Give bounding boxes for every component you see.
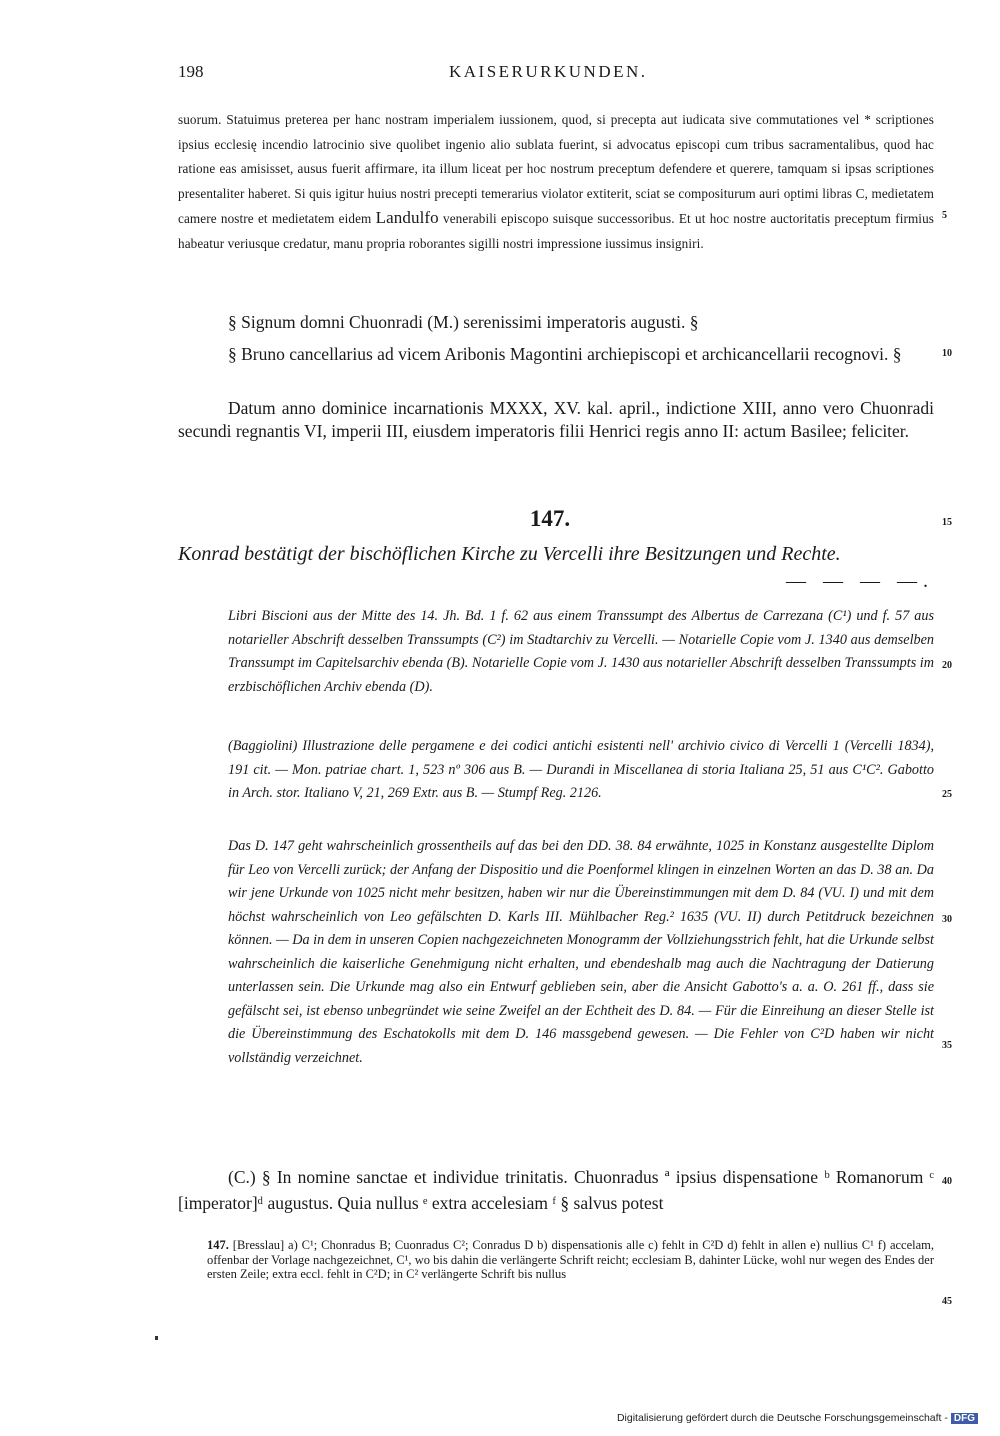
- line-number: 35: [942, 1040, 952, 1051]
- document-number: 147.: [529, 506, 571, 531]
- regest-text: Konrad bestätigt der bischöflichen Kirche zu Vercelli ihre Besitzungen und Rechte.: [178, 543, 841, 565]
- regest-dashes: — — — —.: [786, 570, 934, 592]
- continuation-text: [178, 108, 934, 256]
- running-title: KAISERURKUNDEN.: [449, 62, 648, 81]
- footnote-text: [Bresslau] a) C¹; Chonradus B; Cuonradus C²; Conradus D b) dispensationis alle c) fehlt in C²D d) fehlt in allen e) nullius C¹ f) accelam, offenbar der Vorlage nachgezeichnet, C¹, wo bis dahin die verlängerte Schrift reicht; ecclesiam B, dahinter Lücke, wohl nur wegen des Endes der ersten Zeile; extra eccl. fehlt in C²D; in C² verlängerte Schrift bis nullus: [207, 1238, 935, 1281]
- regest: [178, 541, 934, 595]
- digitization-footer: [617, 1412, 978, 1424]
- continuation-name: Landulfo: [375, 208, 439, 227]
- dfg-logo: DFG: [951, 1413, 978, 1424]
- line-number: 20: [942, 660, 952, 671]
- note-editions: (Baggiolini) Illustrazione delle pergamene e dei codici antichi esistenti nell' archivio civico di Vercelli 1 (Vercelli 1834), 191 cit. — Mon. patriae chart. 1, 523 nº 306 aus B. — Durandi in Miscellanea di storia Italiana 25, 51 aus C¹C². Gabotto in Arch. stor. Italiano V, 21, 269 Extr. aus B. — Stumpf Reg. 2126.: [228, 738, 934, 801]
- continuation-end: venerabili episcopo suisque successoribus. Et ut hoc nostre auctoritatis preceptum firmius habeatur veriusque credatur, manu propria roborantes sigilli nostri impressione iussimus insigniri.: [178, 211, 934, 251]
- line-number: 25: [942, 789, 952, 800]
- line-number: 15: [942, 517, 952, 528]
- line-number: 40: [942, 1176, 952, 1187]
- footnote: [207, 1238, 934, 1282]
- signum-line: § Signum domni Chuonradi (M.) serenissimi imperatoris augusti. §: [228, 312, 699, 332]
- footer-text: Digitalisierung gefördert durch die Deutsche Forschungsgemeinschaft -: [616, 1412, 948, 1424]
- datum-paragraph: Datum anno dominice incarnationis MXXX, XV. kal. april., indictione XIII, anno vero Chuonradi secundi regnantis VI, imperii III, eiusdem imperatoris filii Henrici regis anno II: actum Basilee; feliciter.: [178, 398, 934, 441]
- scan-speck: [155, 1336, 158, 1340]
- line-number: 30: [942, 914, 952, 925]
- note-commentary: Das D. 147 geht wahrscheinlich grossentheils auf das bei den DD. 38. 84 erwähnte, 1025 in Konstanz ausgestellte Diplom für Leo von Vercelli zurück; der Anfang der Dispositio und die Poenformel klingen in einzelnen Worten an das D. 38 an. Da wir jene Urkunde von 1025 nicht mehr besitzen, haben wir nur die Übereinstimmungen mit dem D. 84 (VU. I) und mit dem höchst wahrscheinlich von Leo gefälschten D. Karls III. Mühlbacher Reg.² 1635 (VU. II) durch Petitdruck bezeichnen können. — Da in dem in unseren Copien nachgezeichneten Monogramm der Vollziehungsstrich fehlt, hat die Urkunde selbst wahrscheinlich die kaiserliche Genehmigung nicht erhalten, und ebendeshalb mag auch die Nachtragung der Datierung unterlassen sein. Die Urkunde mag also ein Entwurf geblieben sein, aber die Ansicht Gabotto's a. a. O. 261 ff., dass sie gefälscht sei, ist ebenso unbegründet wie seine Zweifel an der Echtheit des D. 84. — Für die Einreihung an dieser Stelle ist die Übereinstimmung des Eschatokolls mit dem D. 146 massgebend gewesen. — Die Fehler von C²D haben wir nicht vollständig verzeichnet.: [228, 838, 934, 1066]
- page-number: 198: [178, 62, 204, 81]
- footnote-number: 147.: [207, 1238, 229, 1252]
- text-start: (C.) § In nomine sanctae et individue trinitatis. Chuonradus ª ipsius dispensatione ᵇ Romanorum ᶜ [imperator]ᵈ augustus. Quia nullus ᵉ extra accelesiam ᶠ § salvus potest: [178, 1167, 934, 1213]
- continuation-body: suorum. Statuimus preterea per hanc nostram imperialem iussionem, quod, si precepta aut iudicata sive commutationes vel * scriptiones ipsius ecclesię incendio latrocinio sive quolibet ingenio alio sublata fuerint, si advocatus episcopi cum tribus sacramentalibus, quod hac ratione eas amisisset, ausus fuerit affirmare, ita illum liceat per hoc nostrum preceptum defendere et querere, tamquam si ipsas scriptiones presentaliter haberet. Si quis igitur huius nostri precepti temerarius violator extiterit, sciat se compositurum auri optimi libras C, medietatem camere nostre et medietatem eidem: [178, 112, 934, 226]
- line-number: 45: [942, 1296, 952, 1307]
- recognition-line: § Bruno cancellarius ad vicem Aribonis Magontini archiepiscopi et archicancellarii recognovi. §: [228, 344, 902, 364]
- line-number: 5: [942, 210, 947, 221]
- line-number: 10: [942, 348, 952, 359]
- note-sources: Libri Biscioni aus der Mitte des 14. Jh. Bd. 1 f. 62 aus einem Transsumpt des Albertus de Carrezana (C¹) und f. 57 aus notarieller Abschrift desselben Transsumpts (C²) im Stadtarchiv zu Vercelli. — Notarielle Copie vom J. 1340 aus demselben Transsumpt im Capitelsarchiv ebenda (B). Notarielle Copie vom J. 1430 aus notarieller Abschrift desselben Transsumpts im erzbischöflichen Archiv ebenda (D).: [228, 608, 934, 695]
